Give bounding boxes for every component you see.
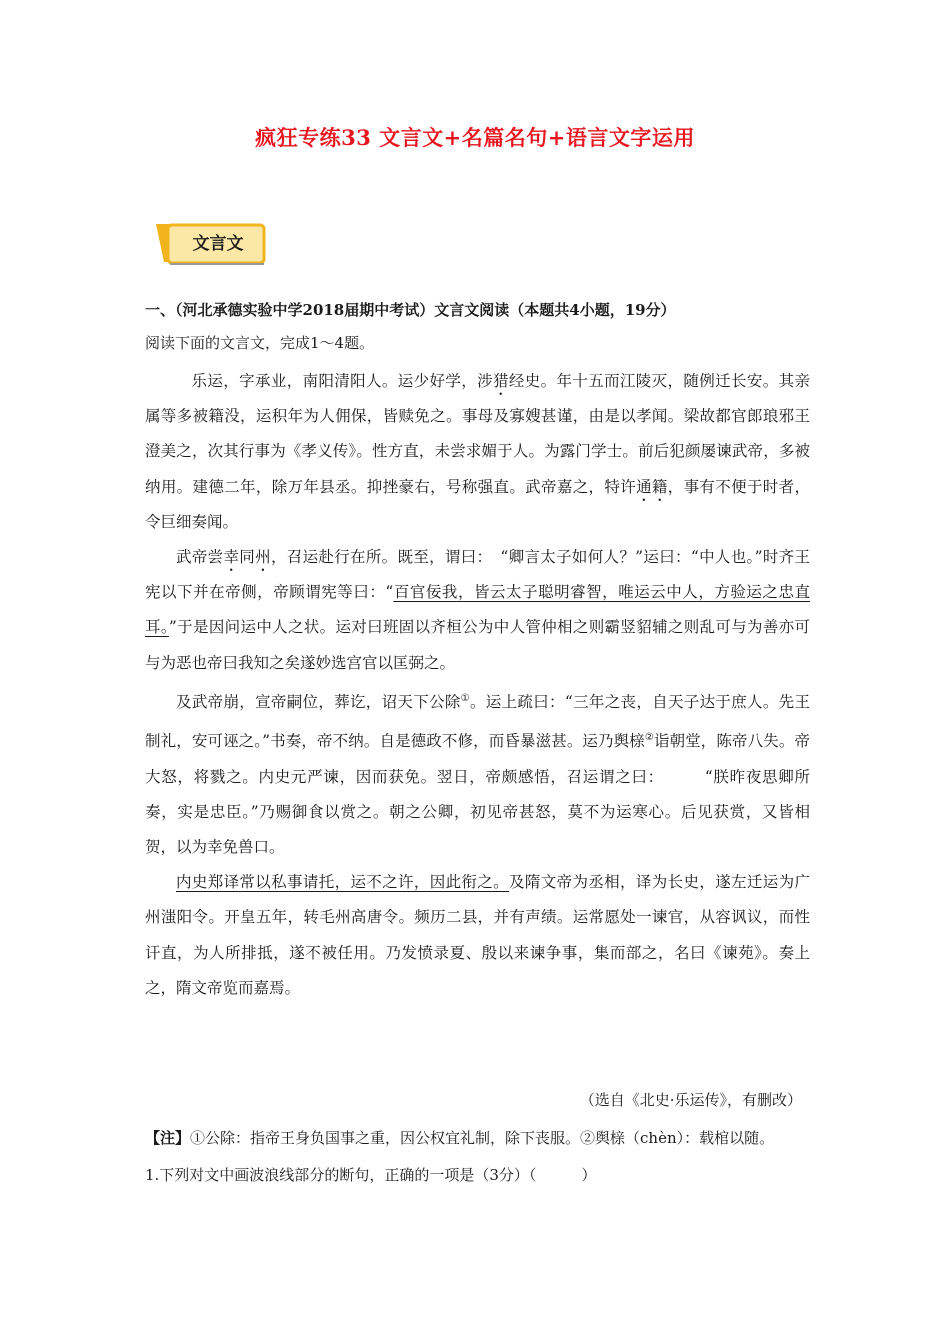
emphasis-word: 通籍 bbox=[636, 477, 668, 496]
passage-paragraph-1: 乐运，字承业，南阳清阳人。运少好学，涉猎经史。年十五而江陵灭，随例迁长安。其亲属等多被籍没，运积年为人佣保，皆赎免之。事母及寡嫂甚谨，由是以孝闻。梁故都官郎琅邪王澄美之，次其行事为《孝义传》。性方直，未尝求媚于人。为露门学士。前后犯颜屡谏武帝，多被纳用。建德二年，除万年县丞。抑挫豪右，号称强直。武帝嘉之，特许通籍，事有不便于时者，令巨细奏闻。 bbox=[145, 372, 810, 531]
section-badge bbox=[150, 222, 268, 268]
emphasis-char: 幸 bbox=[223, 548, 240, 567]
underlined-sentence: 百官佞我，皆云太子聪明睿智，唯运云中人，方验运之忠直耳。 bbox=[145, 583, 810, 637]
emphasis-char: 州 bbox=[255, 548, 271, 567]
passage-paragraph-2: 武帝尝幸同州，召运赴行在所。既至，谓曰： “卿言太子如何人？”运曰：“中人也。”时齐王宪以下并在帝侧，帝顾谓宪等曰：“百官佞我，皆云太子聪明睿智，唯运云中人，方验运之忠直耳。”于是因问运中人之状。运对曰班固以齐桓公为中人管仲相之则霸竖貂辅之则乱可与为善亦可与为恶也帝曰我知之矣遂妙选宫官以匡弼之。 bbox=[145, 548, 810, 672]
notes-label: 【注】 bbox=[145, 1129, 191, 1147]
source-citation: （选自《北史·乐运传》，有删改） bbox=[579, 1091, 802, 1109]
question-block-header: 一、（河北承德实验中学2018届期中考试）文言文阅读（本题共4小题，19分） bbox=[145, 301, 676, 319]
footnote-marker: ① bbox=[460, 692, 470, 704]
classical-passage bbox=[145, 364, 810, 1006]
footnote-marker: ② bbox=[644, 732, 654, 744]
page-title: 疯狂专练33 文言文+名篇名句+语言文字运用 bbox=[255, 125, 695, 150]
question-instruction: 阅读下面的文言文，完成1～4题。 bbox=[145, 334, 375, 352]
question-1: 1.下列对文中画波浪线部分的断句，正确的一项是（3分）（ ） bbox=[145, 1166, 597, 1184]
notes-text: ①公除：指帝王身负国事之重，因公权宜礼制，除下丧服。②舆榇（chèn）：载棺以随。 bbox=[190, 1129, 775, 1147]
passage-paragraph-4: 内史郑译常以私事请托，运不之许，因此衔之。及隋文帝为丞相，译为长史，遂左迁运为广州滍阳令。开皇五年，转毛州高唐令。频历二县，并有声绩。运常愿处一谏官，从容讽议，而性讦直，为人所排抵，遂不被任用。乃发愤录夏、殷以来谏争事，集而部之，名曰《谏苑》。奏上之，隋文帝览而嘉焉。 bbox=[145, 873, 810, 997]
passage-paragraph-3: 及武帝崩，宣帝嗣位，葬讫，诏天下公除①。运上疏曰：“三年之丧，自天子达于庶人。先王制礼，安可诬之。”书奏，帝不纳。自是德政不修，而昏暴滋甚。运乃舆榇②诣朝堂，陈帝八失。帝大怒，将戮之。内史元严谏，因而获免。翌日，帝颇感悟，召运谓之曰： “朕昨夜思卿所奏，实是忠臣。”乃赐御食以赏之。朝之公卿，初见帝甚怒，莫不为运寒心。后见获赏，又皆相贺，以为幸免兽口。 bbox=[145, 692, 810, 856]
section-badge-label: 文言文 bbox=[192, 234, 244, 254]
emphasis-char: 猎 bbox=[492, 372, 509, 390]
footnotes bbox=[145, 1128, 774, 1148]
underlined-sentence: 内史郑译常以私事请托，运不之许，因此衔之。 bbox=[176, 873, 510, 892]
